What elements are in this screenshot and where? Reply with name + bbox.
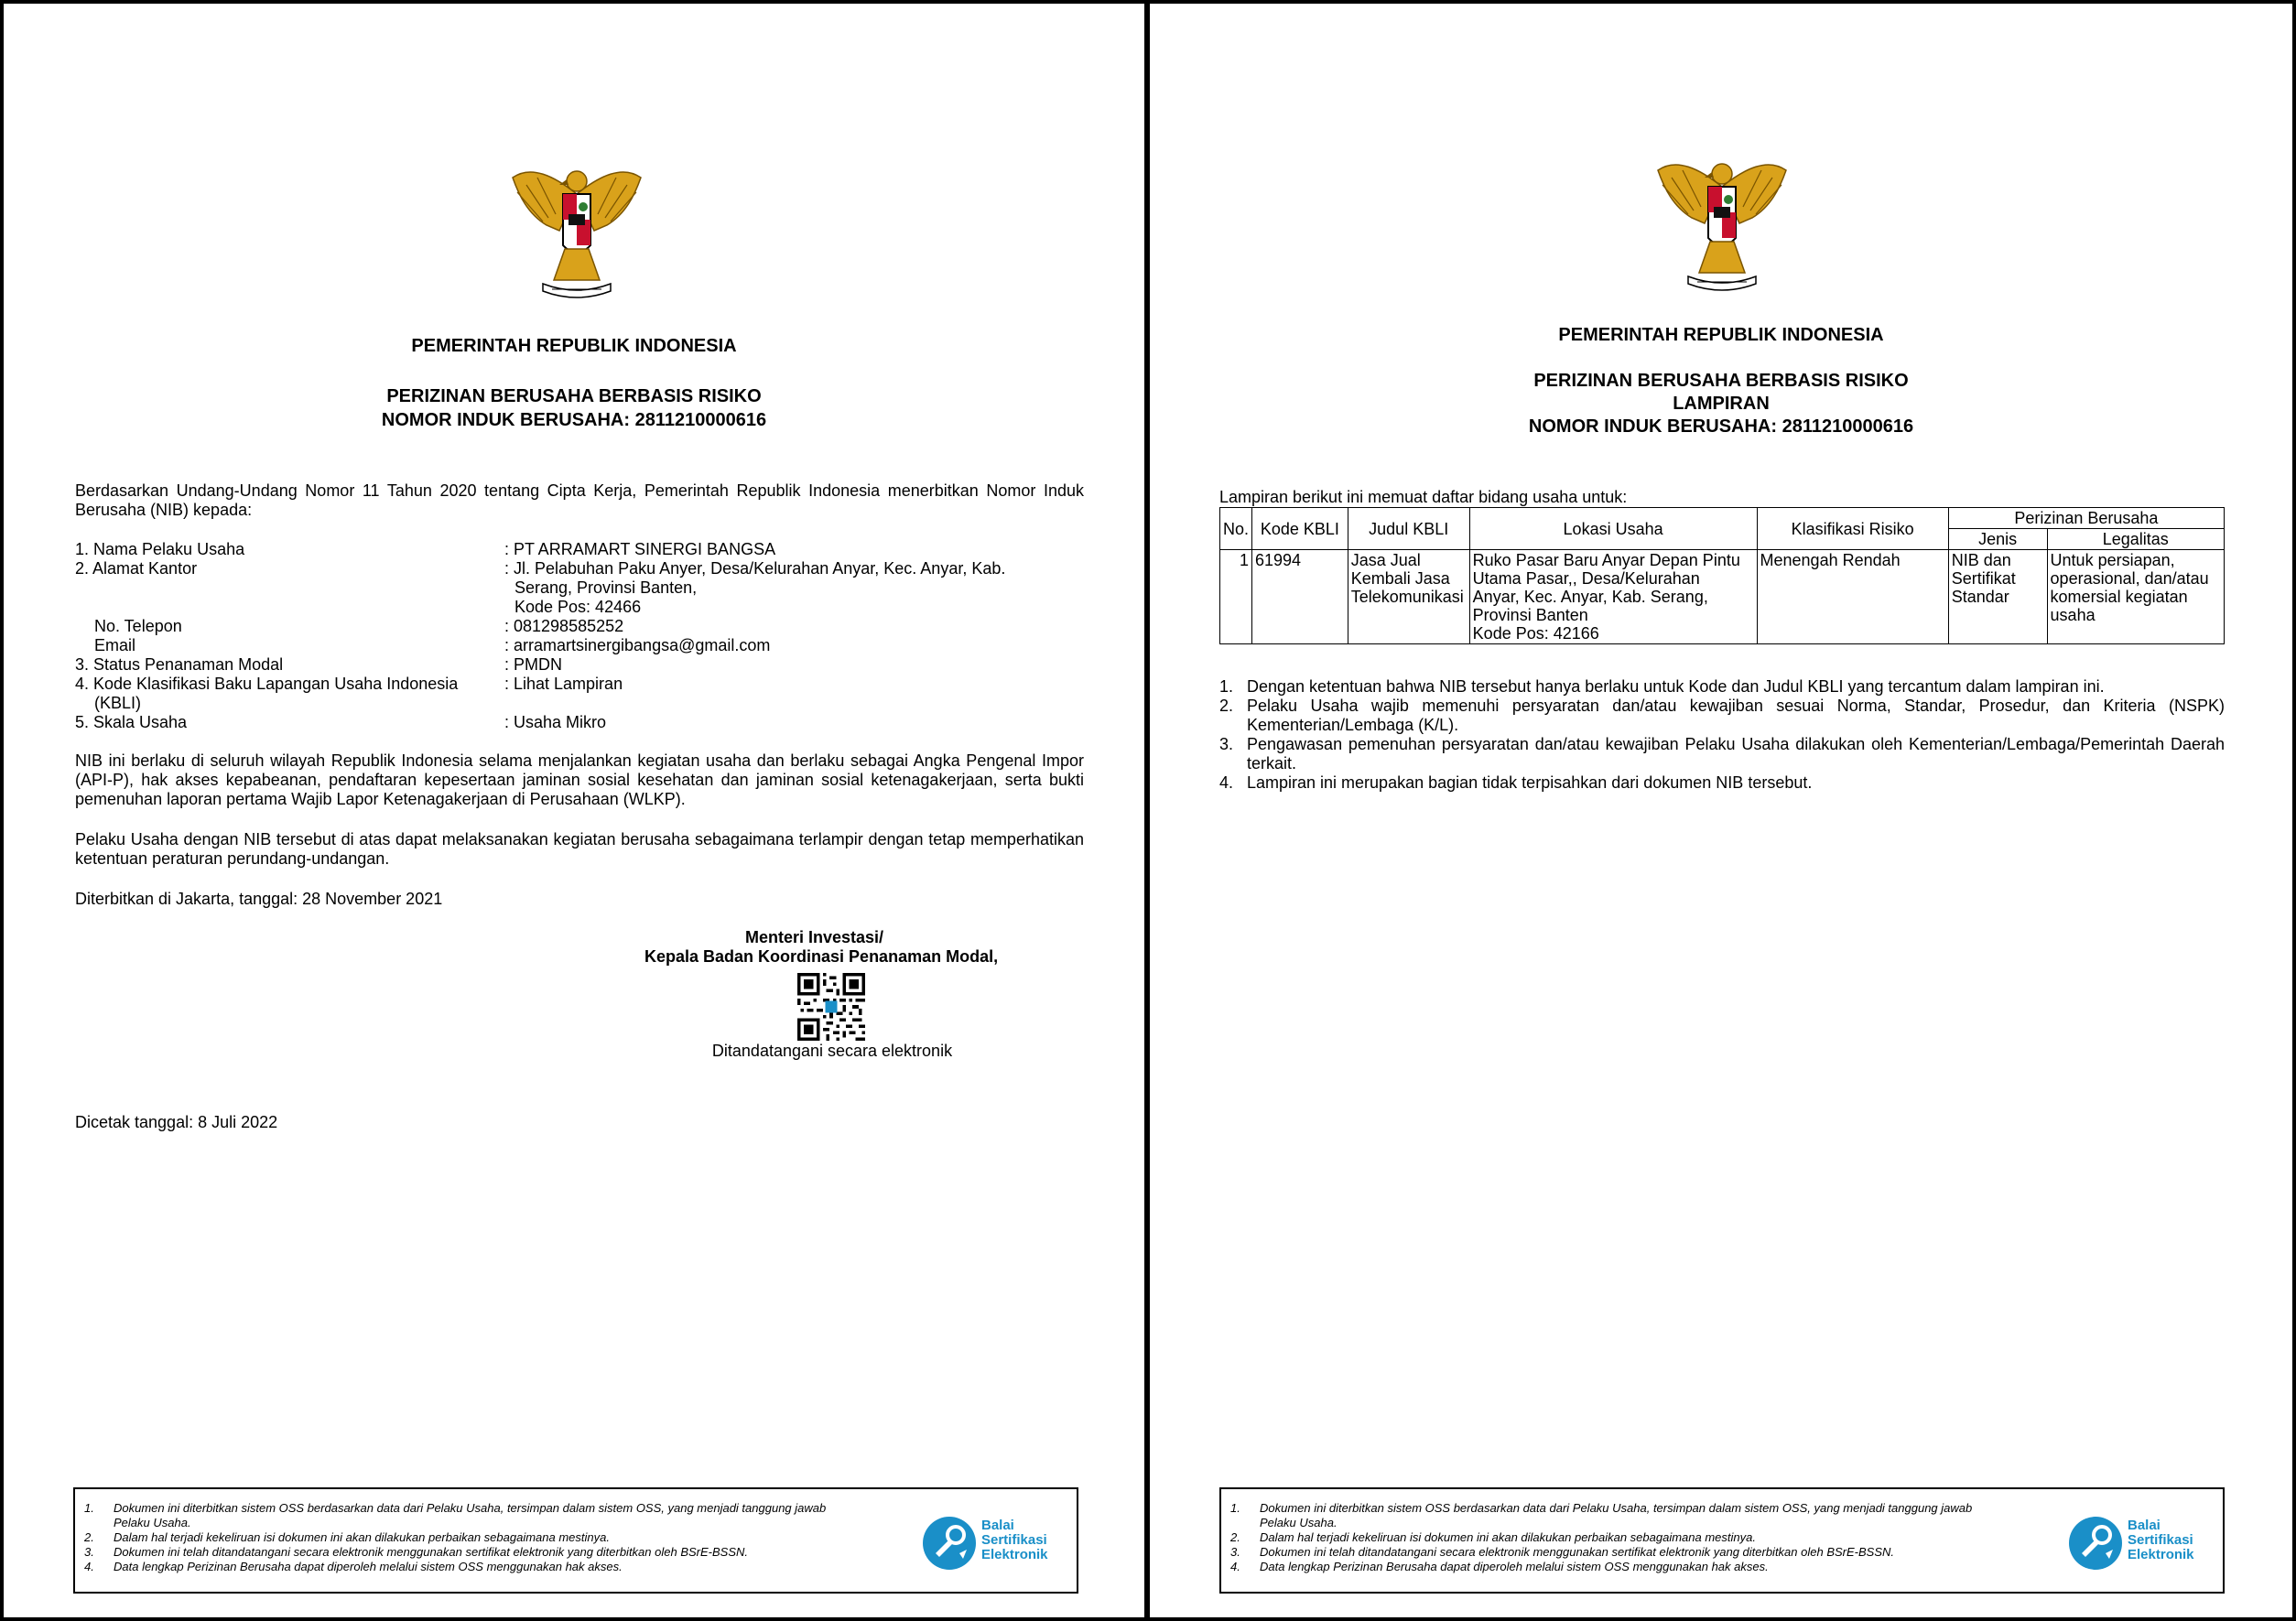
- field-value-kbli: : Lihat Lampiran: [504, 675, 623, 693]
- qr-code-icon: [797, 973, 865, 1041]
- signer-title-2: Kepala Badan Koordinasi Penanaman Modal,: [644, 947, 999, 966]
- footer-note: 4. Data lengkap Perizinan Berusaha dapat diperoleh melalui sistem OSS menggunakan hak akses.: [1230, 1560, 1769, 1573]
- footer-note: 1. Dokumen ini diterbitkan sistem OSS berdasarkan data dari Pelaku Usaha, tersimpan dalam sistem OSS, yang menjadi tanggung jawab: [1230, 1501, 1973, 1515]
- field-label-skala: 5. Skala Usaha: [75, 713, 188, 731]
- signer-title-1: Menteri Investasi/: [745, 928, 884, 946]
- field-value-alamat-1: : Jl. Pelabuhan Paku Anyer, Desa/Kelurahan Anyar, Kec. Anyar, Kab.: [504, 559, 1006, 578]
- field-label-alamat: 2. Alamat Kantor: [75, 559, 198, 578]
- footer-note: 2. Dalam hal terjadi kekeliruan isi dokumen ini akan dilakukan perbaikan sebagaimana mestinya.: [1230, 1530, 1756, 1544]
- validity-paragraph: NIB ini berlaku di seluruh wilayah Republik Indonesia selama menjalankan kegiatan usaha dan berlaku sebagai Angka Pengenal Impor (API-P), hak akses kepabeanan, pendaftaran kepesertaan jaminan sosial kesehatan dan jaminan sosial ketenagakerjaan, serta bukti pemenuhan laporan pertama Wajib Lapor Ketenagakerjaan di Perusahaan (WLKP).: [75, 751, 1084, 808]
- field-value-telepon: : 081298585252: [504, 617, 624, 635]
- footer-note: Pelaku Usaha.: [1260, 1516, 1338, 1529]
- field-value-status: : PMDN: [504, 655, 562, 674]
- document-type: PERIZINAN BERUSAHA BERBASIS RISIKO: [386, 386, 762, 406]
- field-value-nama: : PT ARRAMART SINERGI BANGSA: [504, 540, 776, 558]
- kbli-table: [1219, 507, 2225, 644]
- field-value-skala: : Usaha Mikro: [504, 713, 607, 731]
- cell-jenis: NIB dan Sertifikat Standar: [1948, 550, 2047, 644]
- issued-date: Diterbitkan di Jakarta, tanggal: 28 November 2021: [75, 890, 443, 908]
- cell-judul: Jasa Jual Kembali Jasa Telekomunikasi: [1348, 550, 1469, 644]
- table-header-row: [1220, 508, 2225, 529]
- footer-notes: [1230, 1501, 2027, 1574]
- field-label-kbli-2: (KBLI): [94, 694, 142, 712]
- cell-kode: 61994: [1252, 550, 1348, 644]
- bsre-logo-text: Balai Sertifikasi Elektronik: [981, 1518, 1048, 1562]
- bsre-logo-icon: [921, 1515, 978, 1572]
- footer-disclaimer-box: [73, 1487, 1078, 1594]
- obligation-paragraph: Pelaku Usaha dengan NIB tersebut di atas dapat melaksanakan kegiatan berusaha sebagaimana terlampir dengan tetap memperhatikan ketentuan peraturan perundang-undangan.: [75, 830, 1084, 868]
- cell-klasifikasi: Menengah Rendah: [1757, 550, 1948, 644]
- list-item: 4. Lampiran ini merupakan bagian tidak terpisahkan dari dokumen NIB tersebut.: [1219, 773, 1813, 792]
- table-intro: Lampiran berikut ini memuat daftar bidang usaha untuk:: [1219, 488, 1628, 506]
- page-title: PEMERINTAH REPUBLIK INDONESIA: [411, 336, 737, 356]
- signed-electronically-note: Ditandatangani secara elektronik: [711, 1042, 953, 1060]
- field-label-kbli: 4. Kode Klasifikasi Baku Lapangan Usaha Indonesia: [75, 675, 459, 693]
- col-header-no: No.: [1220, 508, 1252, 550]
- footer-note: 3. Dokumen ini telah ditandatangani secara elektronik menggunakan sertifikat elektronik yang diterbitkan oleh BSrE-BSSN.: [84, 1545, 748, 1559]
- col-header-jenis: Jenis: [1948, 529, 2047, 550]
- footer-note: Pelaku Usaha.: [114, 1516, 191, 1529]
- list-item: 2. Pelaku Usaha wajib memenuhi persyaratan dan/atau kewajiban sesuai Norma, Standar, Prosedur, dan Kriteria (NSPK) Kementerian/Lembaga (K/L).: [1219, 697, 2225, 734]
- cell-legalitas: Untuk persiapan, operasional, dan/atau komersial kegiatan usaha: [2047, 550, 2224, 644]
- cell-lokasi: Ruko Pasar Baru Anyar Depan Pintu Utama Pasar,, Desa/Kelurahan Anyar, Kec. Anyar, Kab. Serang, Provinsi Banten Kode Pos: 42166: [1469, 550, 1757, 644]
- page-title: PEMERINTAH REPUBLIK INDONESIA: [1558, 325, 1884, 345]
- bsre-logo-icon: [2067, 1515, 2124, 1572]
- col-header-klasifikasi: Klasifikasi Risiko: [1757, 508, 1948, 550]
- footer-disclaimer-box: [1219, 1487, 2225, 1594]
- garuda-emblem-icon: [1653, 150, 1791, 297]
- footer-note: 3. Dokumen ini telah ditandatangani secara elektronik menggunakan sertifikat elektronik yang diterbitkan oleh BSrE-BSSN.: [1230, 1545, 1894, 1559]
- bsre-logo: [921, 1515, 1067, 1570]
- document-type: PERIZINAN BERUSAHA BERBASIS RISIKO: [1533, 371, 1909, 391]
- nib-number: NOMOR INDUK BERUSAHA: 2811210000616: [1528, 416, 1914, 437]
- field-value-alamat-3: Kode Pos: 42466: [514, 598, 642, 616]
- lampiran-notes: [1219, 677, 2225, 793]
- list-item: 3. Pengawasan pemenuhan persyaratan dan/atau kewajiban Pelaku Usaha dilakukan oleh Kementerian/Lembaga/Pemerintah Daerah terkait.: [1219, 735, 2225, 773]
- table-row: [1220, 550, 2225, 644]
- lampiran-heading: LAMPIRAN: [1673, 394, 1770, 414]
- list-item: 1. Dengan ketentuan bahwa NIB tersebut hanya berlaku untuk Kode dan Judul KBLI yang tercantum dalam lampiran ini.: [1219, 677, 2105, 696]
- field-label-status: 3. Status Penanaman Modal: [75, 655, 284, 674]
- field-value-alamat-2: Serang, Provinsi Banten,: [514, 578, 698, 597]
- col-header-judul: Judul KBLI: [1348, 508, 1469, 550]
- footer-note: 4. Data lengkap Perizinan Berusaha dapat diperoleh melalui sistem OSS menggunakan hak akses.: [84, 1560, 623, 1573]
- col-header-lokasi: Lokasi Usaha: [1469, 508, 1757, 550]
- col-header-kode: Kode KBLI: [1252, 508, 1348, 550]
- field-label-telepon: No. Telepon: [94, 617, 182, 635]
- cell-no: 1: [1220, 550, 1252, 644]
- field-label-nama: 1. Nama Pelaku Usaha: [75, 540, 245, 558]
- col-header-perizinan: Perizinan Berusaha: [1948, 508, 2224, 529]
- footer-notes: [84, 1501, 881, 1574]
- intro-paragraph: Berdasarkan Undang-Undang Nomor 11 Tahun 2020 tentang Cipta Kerja, Pemerintah Republik Indonesia menerbitkan Nomor Induk Berusaha (NIB) kepada:: [75, 481, 1084, 519]
- bsre-logo-text: Balai Sertifikasi Elektronik: [2128, 1518, 2194, 1562]
- bsre-logo: [2067, 1515, 2214, 1570]
- field-value-email: : arramartsinergibangsa@gmail.com: [504, 636, 771, 654]
- garuda-emblem-icon: [508, 157, 645, 304]
- field-label-email: Email: [94, 636, 136, 654]
- footer-note: 1. Dokumen ini diterbitkan sistem OSS berdasarkan data dari Pelaku Usaha, tersimpan dalam sistem OSS, yang menjadi tanggung jawab: [84, 1501, 827, 1515]
- printed-date: Dicetak tanggal: 8 Juli 2022: [75, 1113, 278, 1131]
- footer-note: 2. Dalam hal terjadi kekeliruan isi dokumen ini akan dilakukan perbaikan sebagaimana mestinya.: [84, 1530, 610, 1544]
- col-header-legalitas: Legalitas: [2047, 529, 2224, 550]
- lampiran-page: [1148, 0, 2296, 1621]
- nib-number: NOMOR INDUK BERUSAHA: 2811210000616: [381, 410, 767, 430]
